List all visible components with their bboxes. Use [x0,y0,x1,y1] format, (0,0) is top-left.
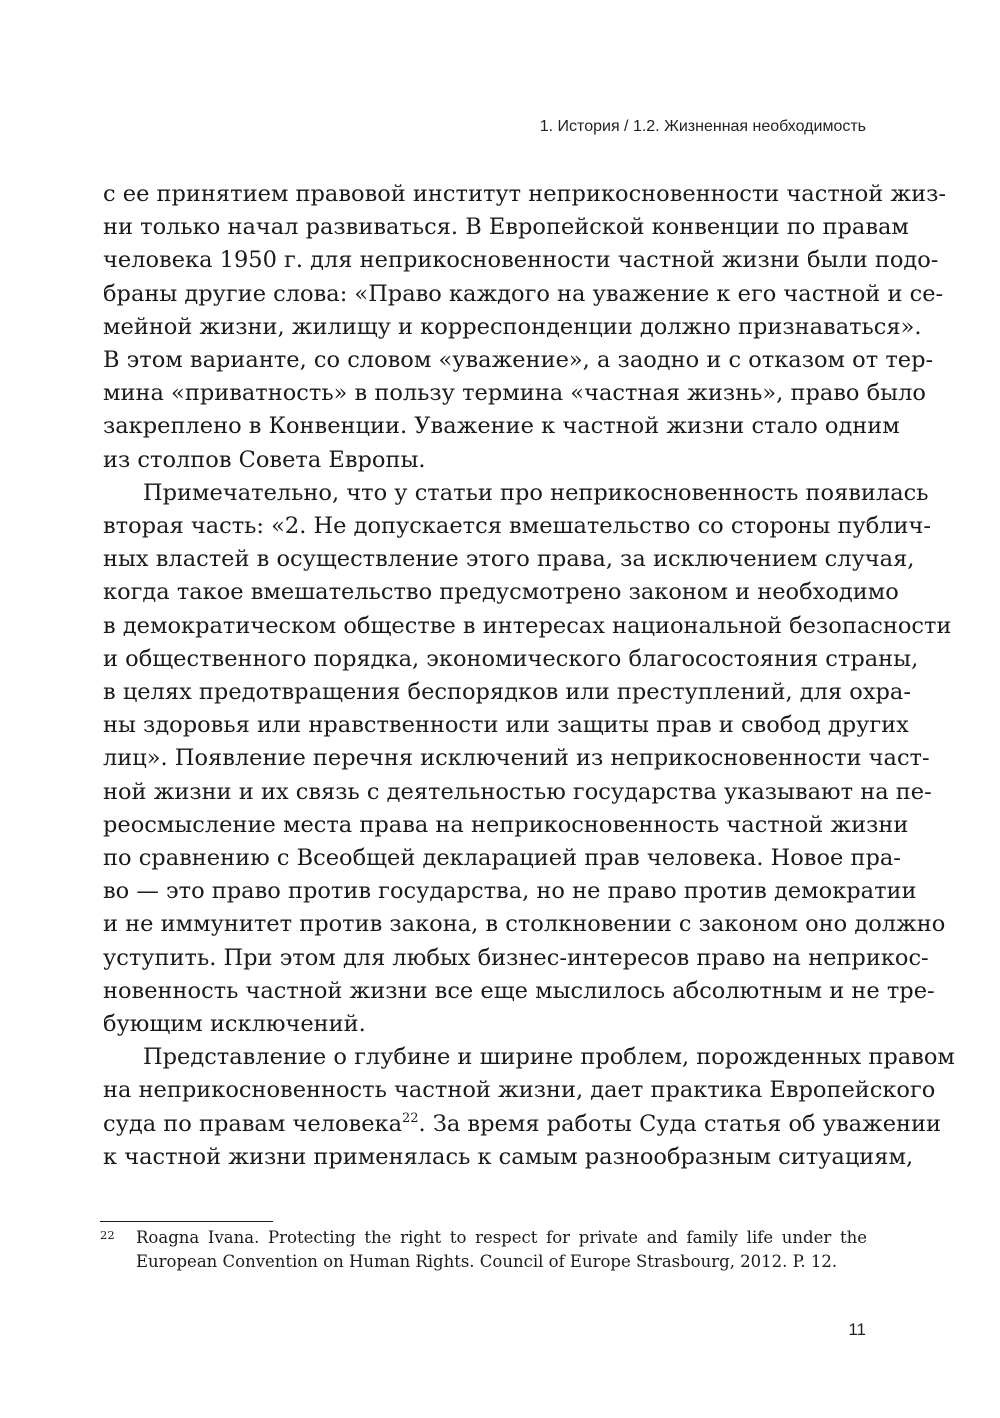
paragraph-start-line: Представление о глубине и ширине проблем, порожденных правом [143,1044,955,1071]
text-line: во — это право против государства, но не право против демократии [103,878,917,905]
footnote-text [136,1226,867,1274]
text-line: на неприкосновенность частной жизни, дает практика Европейского [103,1077,936,1104]
text-line: мина «приватность» в пользу термина «частная жизнь», право было [103,380,926,407]
footnote-divider [100,1221,273,1222]
text-line: ной жизни и их связь с деятельностью государства указывают на пе- [103,778,932,805]
text-line-with-footnote-ref [103,1108,942,1141]
text-line: человека 1950 г. для неприкосновенности частной жизни были подо- [103,247,939,274]
text-line: по сравнению с Всеобщей декларацией прав человека. Новое пра- [103,845,901,872]
text-line: лиц». Появление перечня исключений из неприкосновенности част- [103,745,930,772]
text-line: уступить. При этом для любых бизнес-интересов право на неприкос- [103,944,929,971]
text-line: к частной жизни применялась к самым разнообразным ситуациям, [103,1143,914,1170]
text-line: В этом варианте, со словом «уважение», а заодно и с отказом от тер- [103,347,934,374]
text-line: мейной жизни, жилищу и корреспонденции должно признаваться». [103,313,922,340]
text-line: с ее принятием правовой институт неприкосновенности частной жиз- [103,181,947,207]
text-line: ных властей в осуществление этого права, за исключением случая, [103,546,915,573]
paragraph-start-line: Примечательно, что у статьи про неприкосновенность появилась [143,479,929,506]
text-line: и не иммунитет против закона, в столкновении с законом оно должно [103,911,946,938]
page-number: 11 [848,1320,866,1339]
text-line: ни только начал развиваться. В Европейской конвенции по правам [103,214,909,241]
text-line: реосмысление места права на неприкосновенность частной жизни [103,811,909,838]
text-line: браны другие слова: «Право каждого на уважение к его частной и се- [103,280,944,307]
text-line: и общественного порядка, экономического благосостояния страны, [103,645,919,672]
footnote-line: European Convention on Human Rights. Council of Europe Strasbourg, 2012. P. 12. [136,1252,838,1271]
footnote-line: Roagna Ivana. Protecting the right to respect for private and family life under the [136,1228,867,1247]
text-line: из столпов Совета Европы. [103,446,426,473]
text-line: ны здоровья или нравственности или защиты прав и свобод других [103,712,909,739]
text-line: новенность частной жизни все еще мыслилось абсолютным и не тре- [103,977,935,1004]
text-fragment: суда по правам человека [103,1110,402,1137]
text-line: в демократическом обществе в интересах национальной безопасности [103,612,952,639]
text-line: когда такое вмешательство предусмотрено законом и необходимо [103,579,899,606]
text-line: в целях предотвращения беспорядков или преступлений, для охра- [103,679,911,706]
text-fragment: . За время работы Суда статья об уважении [418,1110,942,1137]
footnote-reference[interactable]: 22 [402,1110,419,1126]
text-line: закреплено в Конвенции. Уважение к частной жизни стало одним [103,413,900,440]
footnote-number: 22 [100,1228,115,1242]
running-header: 1. История / 1.2. Жизненная необходимость [539,118,866,135]
main-text [103,178,955,1174]
text-line: вторая часть: «2. Не допускается вмешательство со стороны публич- [103,513,932,540]
text-line: бующим исключений. [103,1011,366,1038]
